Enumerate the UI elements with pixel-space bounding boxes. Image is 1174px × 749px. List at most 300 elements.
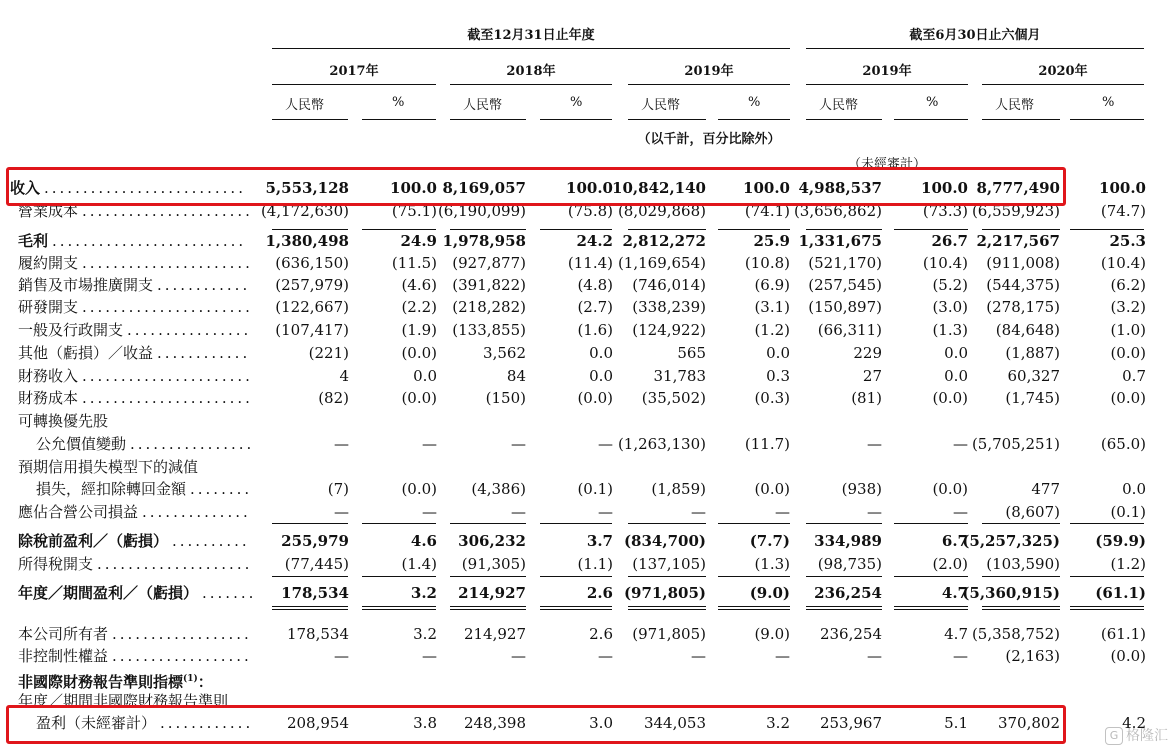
percent-cell: (0.0) <box>932 480 968 498</box>
rule <box>718 609 790 610</box>
rule <box>806 119 882 120</box>
watermark <box>1105 725 1168 745</box>
rule <box>362 576 436 577</box>
amount-cell: 477 <box>1031 480 1060 498</box>
amount-cell: — <box>511 647 526 665</box>
amount-cell: (338,239) <box>632 298 706 316</box>
table-row <box>0 456 1174 478</box>
rule <box>540 119 612 120</box>
percent-cell: (0.0) <box>1110 389 1146 407</box>
rule <box>450 576 526 577</box>
percent-cell: (0.0) <box>401 389 437 407</box>
percent-cell: 4.6 <box>410 532 437 550</box>
percent-cell: (0.0) <box>754 480 790 498</box>
table-row <box>0 342 1174 364</box>
percent-cell: 0.7 <box>1122 367 1146 385</box>
rule <box>1070 609 1144 610</box>
percent-cell: — <box>598 647 613 665</box>
amount-cell: 60,327 <box>1007 367 1060 385</box>
rule <box>894 606 968 607</box>
leader-dots: ......................... <box>52 232 247 250</box>
rule <box>718 576 790 577</box>
rule <box>540 576 612 577</box>
amount-cell: (2,163) <box>1005 647 1060 665</box>
amount-cell: (1,169,654) <box>617 254 706 272</box>
percent-cell: 3.7 <box>586 532 613 550</box>
percent-header: % <box>570 95 583 110</box>
year-2019: 2019年 <box>684 64 734 79</box>
table-row <box>0 501 1174 523</box>
leader-dots: ....... <box>202 584 257 602</box>
amount-cell: (257,545) <box>808 276 882 294</box>
percent-cell: (0.0) <box>577 389 613 407</box>
percent-cell: (2.7) <box>577 298 613 316</box>
percent-cell: — <box>953 503 968 521</box>
percent-header: % <box>926 95 939 110</box>
percent-cell: (0.1) <box>1110 503 1146 521</box>
amount-cell: (938) <box>841 480 882 498</box>
row-label-text: 預期信用損失模型下的減值 <box>18 458 199 476</box>
row-label-text: 研發開支 <box>18 298 79 316</box>
amount-cell: — <box>334 647 349 665</box>
rule <box>718 229 790 230</box>
percent-cell: 0.0 <box>413 367 437 385</box>
percent-cell: 25.9 <box>753 232 790 250</box>
rule <box>628 84 790 85</box>
leader-dots: ...................... <box>82 254 253 272</box>
amount-cell: (66,311) <box>817 321 882 339</box>
percent-cell: 3.8 <box>413 714 437 732</box>
table-row <box>0 433 1174 455</box>
amount-cell: 370,802 <box>997 714 1060 732</box>
amount-cell: (8,029,868) <box>617 202 706 220</box>
table-row <box>0 319 1174 341</box>
percent-cell: (10.4) <box>922 254 968 272</box>
amount-cell: 229 <box>853 344 882 362</box>
percent-cell: — <box>953 435 968 453</box>
table-row <box>0 365 1174 387</box>
leader-dots: .................. <box>112 647 252 665</box>
rule <box>272 523 348 524</box>
amount-cell: (218,282) <box>452 298 526 316</box>
rule <box>540 609 612 610</box>
rule <box>982 606 1060 607</box>
percent-cell: (75.8) <box>567 202 613 220</box>
percent-cell: (1.3) <box>932 321 968 339</box>
percent-cell: (3.2) <box>1110 298 1146 316</box>
rule <box>362 606 436 607</box>
leader-dots: ...................... <box>82 367 253 385</box>
rule <box>894 609 968 610</box>
amount-cell: 344,053 <box>643 714 706 732</box>
leader-dots: .................. <box>112 625 252 643</box>
rule <box>1070 606 1144 607</box>
row-label <box>18 296 78 318</box>
percent-cell: — <box>775 503 790 521</box>
amount-cell: (1,887) <box>1005 344 1060 362</box>
row-label <box>18 319 123 341</box>
percent-header: % <box>392 95 405 110</box>
amount-cell: (5,360,915) <box>962 584 1060 602</box>
group-header-half: 截至6月30日止六個月 <box>909 28 1041 43</box>
percent-cell: 3.0 <box>589 714 613 732</box>
percent-cell: (1.3) <box>754 555 790 573</box>
rule <box>628 229 706 230</box>
rule <box>272 609 348 610</box>
percent-cell: 4.7 <box>941 584 968 602</box>
amount-cell: (1,745) <box>1005 389 1060 407</box>
percent-cell: (6.2) <box>1110 276 1146 294</box>
percent-cell: 24.2 <box>576 232 613 250</box>
amount-cell: 178,534 <box>281 584 349 602</box>
amount-cell: (257,979) <box>275 276 349 294</box>
row-label <box>18 365 78 387</box>
amount-cell: (137,105) <box>632 555 706 573</box>
rule <box>540 229 612 230</box>
leader-dots: ................ <box>130 435 255 453</box>
amount-cell: (6,559,923) <box>971 202 1060 220</box>
percent-cell: — <box>422 435 437 453</box>
amount-cell: 255,979 <box>281 532 349 550</box>
percent-cell: (3.0) <box>932 298 968 316</box>
rule <box>628 523 706 524</box>
amount-cell: 214,927 <box>463 625 526 643</box>
unaudited-note: （未經審計） <box>847 157 926 172</box>
amount-cell: — <box>867 647 882 665</box>
percent-cell: 24.9 <box>400 232 437 250</box>
table-row <box>0 582 1174 604</box>
amount-cell: (544,375) <box>986 276 1060 294</box>
row-label-text: 履約開支 <box>18 254 79 272</box>
amount-cell: (103,590) <box>986 555 1060 573</box>
amount-cell: (4,172,630) <box>260 202 349 220</box>
leader-dots: ............ <box>160 714 254 732</box>
amount-cell: 84 <box>506 367 526 385</box>
amount-cell: (91,305) <box>461 555 526 573</box>
amount-cell: (150,897) <box>808 298 882 316</box>
amount-cell: (636,150) <box>275 254 349 272</box>
amount-cell: (4,386) <box>471 480 526 498</box>
amount-cell: (84,648) <box>995 321 1060 339</box>
amount-cell: 8,777,490 <box>976 179 1060 197</box>
amount-cell: 236,254 <box>814 584 882 602</box>
amount-cell: 565 <box>677 344 706 362</box>
percent-cell: (73.3) <box>922 202 968 220</box>
percent-cell: 25.3 <box>1109 232 1146 250</box>
rule <box>806 48 1144 49</box>
row-label <box>18 342 153 364</box>
row-label-text: 其他（虧損）／收益 <box>18 344 154 362</box>
rule <box>450 606 526 607</box>
amount-cell: 178,534 <box>286 625 349 643</box>
row-label-text: 應佔合營公司損益 <box>18 503 139 521</box>
amount-cell: 2,812,272 <box>622 232 706 250</box>
percent-cell: (74.7) <box>1100 202 1146 220</box>
leader-dots: ................ <box>127 321 252 339</box>
rule <box>894 523 968 524</box>
rule <box>628 606 706 607</box>
amount-cell: 253,967 <box>819 714 882 732</box>
percent-cell: (7.7) <box>749 532 790 550</box>
rule <box>272 576 348 577</box>
row-label-text: 損失，經扣除轉回金額 <box>36 480 187 498</box>
amount-cell: 10,842,140 <box>612 179 706 197</box>
percent-cell: (65.0) <box>1100 435 1146 453</box>
rule <box>362 229 436 230</box>
percent-header: % <box>1102 95 1115 110</box>
percent-cell: — <box>953 647 968 665</box>
amount-cell: (150) <box>485 389 526 407</box>
row-label-text: 所得稅開支 <box>18 555 94 573</box>
watermark-text: 格隆汇 <box>1126 728 1168 744</box>
amount-cell: 1,978,958 <box>442 232 526 250</box>
watermark-logo-icon: G <box>1105 727 1123 745</box>
amount-cell: (1,859) <box>651 480 706 498</box>
amount-cell: (971,805) <box>623 584 706 602</box>
row-label-text: 銷售及市場推廣開支 <box>18 276 154 294</box>
rule <box>718 606 790 607</box>
rule <box>894 119 968 120</box>
highlight-revenue-box <box>6 167 1066 206</box>
amount-cell: (221) <box>308 344 349 362</box>
percent-cell: (0.1) <box>577 480 613 498</box>
amount-cell: (911,008) <box>986 254 1060 272</box>
percent-cell: (0.0) <box>932 389 968 407</box>
row-label <box>36 433 126 455</box>
percent-cell: 100.0 <box>743 179 790 197</box>
amount-cell: (5,358,752) <box>971 625 1060 643</box>
leader-dots: ............ <box>157 276 251 294</box>
rule <box>982 229 1060 230</box>
percent-cell: (11.5) <box>391 254 437 272</box>
rule <box>450 84 612 85</box>
rule <box>806 84 968 85</box>
rule <box>540 606 612 607</box>
amount-cell: (81) <box>851 389 882 407</box>
rule <box>894 576 968 577</box>
percent-cell: 100.0 <box>1099 179 1146 197</box>
group-header-year: 截至12月31日止年度 <box>467 28 595 43</box>
amount-cell: 1,380,498 <box>265 232 349 250</box>
amount-cell: (35,502) <box>641 389 706 407</box>
rule <box>982 523 1060 524</box>
rule <box>982 119 1060 120</box>
leader-dots: ...................... <box>82 389 253 407</box>
amount-cell: 248,398 <box>463 714 526 732</box>
percent-cell: 2.6 <box>589 625 613 643</box>
percent-cell: (1.2) <box>754 321 790 339</box>
percent-cell: (0.0) <box>401 480 437 498</box>
rule <box>450 229 526 230</box>
rule <box>718 119 790 120</box>
rule <box>1070 576 1144 577</box>
percent-cell: 5.1 <box>944 714 968 732</box>
percent-cell: (0.0) <box>401 344 437 362</box>
table-row <box>0 645 1174 667</box>
row-label <box>18 501 138 523</box>
row-label <box>18 410 108 432</box>
percent-cell: (5.2) <box>932 276 968 294</box>
amount-cell: (3,656,862) <box>793 202 882 220</box>
percent-cell: 100.0 <box>921 179 968 197</box>
amount-cell: (521,170) <box>808 254 882 272</box>
percent-cell: (10.8) <box>744 254 790 272</box>
amount-cell: — <box>334 503 349 521</box>
amount-cell: (1,263,130) <box>617 435 706 453</box>
table-row <box>0 553 1174 575</box>
rule <box>628 609 706 610</box>
amount-cell: 208,954 <box>286 714 349 732</box>
rule <box>362 609 436 610</box>
rule <box>806 576 882 577</box>
amount-cell: 31,783 <box>653 367 706 385</box>
table-row <box>0 230 1174 252</box>
amount-cell: (834,700) <box>623 532 706 550</box>
table-row <box>0 410 1174 432</box>
rule <box>894 229 968 230</box>
amount-cell: — <box>867 435 882 453</box>
row-label-text: 一般及行政開支 <box>18 321 124 339</box>
year-2019-half: 2019年 <box>862 64 912 79</box>
amount-cell: — <box>334 435 349 453</box>
rule <box>718 523 790 524</box>
percent-cell: (1.2) <box>1110 555 1146 573</box>
amount-cell: (971,805) <box>632 625 706 643</box>
rule <box>362 523 436 524</box>
table-row <box>0 387 1174 409</box>
amount-cell: (278,175) <box>986 298 1060 316</box>
leader-dots: .............. <box>142 503 251 521</box>
rule <box>628 119 706 120</box>
percent-cell: (74.1) <box>744 202 790 220</box>
percent-cell: 0.0 <box>589 344 613 362</box>
percent-cell: (11.7) <box>744 435 790 453</box>
percent-header: % <box>748 95 761 110</box>
row-label-text: 營業成本 <box>18 202 79 220</box>
amount-cell: — <box>691 503 706 521</box>
amount-cell: (8,607) <box>1005 503 1060 521</box>
year-2020-half: 2020年 <box>1038 64 1088 79</box>
amount-cell: (5,257,325) <box>962 532 1060 550</box>
highlight-adjusted-profit-box <box>6 705 1066 744</box>
amount-cell: 1,331,675 <box>798 232 882 250</box>
amount-cell: (122,667) <box>275 298 349 316</box>
percent-cell: — <box>598 435 613 453</box>
row-label-text: 年度／期間盈利／（虧損） <box>18 584 199 602</box>
row-label-text: 非國際財務報告準則指標 <box>18 673 184 691</box>
amount-cell: (746,014) <box>632 276 706 294</box>
rule <box>628 576 706 577</box>
percent-cell: (1.1) <box>577 555 613 573</box>
amount-cell: (107,417) <box>275 321 349 339</box>
leader-dots: .......................... <box>44 179 246 197</box>
footnote-marker: (1) <box>183 674 198 684</box>
rule <box>272 84 436 85</box>
table-row <box>0 530 1174 552</box>
currency-header: 人民幣 <box>641 98 681 113</box>
row-label <box>18 582 198 604</box>
row-label <box>18 230 48 252</box>
rule <box>982 609 1060 610</box>
percent-cell: (0.0) <box>1110 647 1146 665</box>
percent-cell: (2.0) <box>932 555 968 573</box>
row-label <box>18 623 108 645</box>
row-label <box>18 252 78 274</box>
row-label-text: 可轉換優先股 <box>18 412 109 430</box>
row-label <box>36 478 186 500</box>
percent-cell: (59.9) <box>1095 532 1146 550</box>
amount-cell: (6,190,099) <box>437 202 526 220</box>
rule <box>1070 523 1144 524</box>
rule <box>272 119 348 120</box>
amount-cell: (98,735) <box>817 555 882 573</box>
percent-cell: 100.0 <box>566 179 613 197</box>
table-row <box>0 274 1174 296</box>
table-row <box>0 623 1174 645</box>
leader-dots: .................... <box>97 555 253 573</box>
rule <box>450 609 526 610</box>
amount-cell: (82) <box>318 389 349 407</box>
year-2017: 2017年 <box>329 64 379 79</box>
leader-dots: ...................... <box>82 298 253 316</box>
percent-cell: 0.0 <box>1122 480 1146 498</box>
year-2018: 2018年 <box>506 64 556 79</box>
percent-cell: 4.7 <box>944 625 968 643</box>
row-label <box>18 645 108 667</box>
percent-cell: — <box>598 503 613 521</box>
percent-cell: 0.0 <box>944 344 968 362</box>
percent-cell: (9.0) <box>754 625 790 643</box>
rule <box>982 84 1144 85</box>
amount-cell: (124,922) <box>632 321 706 339</box>
percent-cell: (11.4) <box>567 254 613 272</box>
percent-cell: (4.8) <box>577 276 613 294</box>
amount-cell: — <box>691 647 706 665</box>
row-label-text: 財務成本 <box>18 389 79 407</box>
rule <box>450 523 526 524</box>
percent-cell: (0.3) <box>754 389 790 407</box>
amount-cell: 3,562 <box>483 344 526 362</box>
row-label-text: 毛利 <box>18 232 49 250</box>
amount-cell: — <box>511 435 526 453</box>
percent-cell: 100.0 <box>390 179 437 197</box>
amount-cell: — <box>867 503 882 521</box>
rule <box>272 48 790 49</box>
amount-cell: 8,169,057 <box>442 179 526 197</box>
units-note: （以千計，百分比除外） <box>637 132 781 147</box>
percent-cell: — <box>775 647 790 665</box>
rule <box>1070 119 1144 120</box>
percent-cell: (2.2) <box>401 298 437 316</box>
amount-cell: (391,822) <box>452 276 526 294</box>
row-label-text: 年度／期間非國際財務報告準則 <box>18 692 229 710</box>
percent-cell: 0.0 <box>589 367 613 385</box>
amount-cell: (7) <box>327 480 349 498</box>
row-label <box>18 530 168 552</box>
currency-header: 人民幣 <box>995 98 1035 113</box>
row-label-text: 除稅前盈利／（虧損） <box>18 532 169 550</box>
label-suffix: ： <box>197 673 213 691</box>
percent-cell: 26.7 <box>931 232 968 250</box>
row-label-text: 盈利（未經審計） <box>36 714 157 732</box>
percent-cell: (1.0) <box>1110 321 1146 339</box>
rule <box>982 576 1060 577</box>
table-row <box>0 296 1174 318</box>
amount-cell: 236,254 <box>819 625 882 643</box>
percent-cell: (0.0) <box>1110 344 1146 362</box>
amount-cell: 27 <box>862 367 882 385</box>
percent-cell: 4.2 <box>1122 714 1146 732</box>
